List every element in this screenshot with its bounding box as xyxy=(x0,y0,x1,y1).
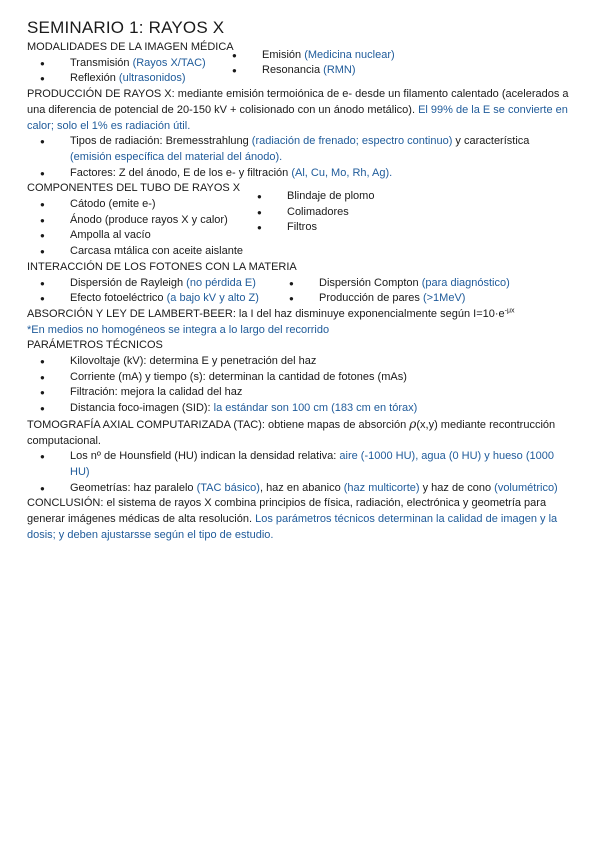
list-item: ● Filtración: mejora la calidad del haz xyxy=(27,385,572,401)
list-item: ● Kilovoltaje (kV): determina E y penetración del haz xyxy=(27,354,572,370)
list-item: ● Producción de pares (>1MeV) xyxy=(289,291,510,307)
list-item: ● Carcasa mtálica con aceite aislante xyxy=(27,244,257,260)
list-item: ● Transmisión (Rayos X/TAC) xyxy=(27,56,232,72)
absorcion-paragraph: ABSORCIÓN Y LEY DE LAMBERT-BEER: la I del haz disminuye exponencialmente según $I=10\cdot e^{-\mu x}$ xyxy=(27,307,515,320)
componentes-list-left xyxy=(27,197,257,260)
list-item: ● Distancia foco-imagen (SID): la estándar son 100 cm (183 cm en tórax) xyxy=(27,401,572,417)
produccion-paragraph: PRODUCCIÓN DE RAYOS X: mediante emisión termoiónica de e- desde un filamento calentado (acelerados a una diferencia de potencial de 20-150 kV + colisionado con un ánodo metálico). El 99% de la E se convierte en calor; solo el 1% es radiación útil. xyxy=(27,88,569,132)
interaccion-list-right xyxy=(289,276,510,307)
interaccion-list-left xyxy=(27,276,289,307)
list-item: ● Factores: Z del ánodo, E de los e- y filtración (Al, Cu, Mo, Rh, Ag). xyxy=(27,166,572,182)
list-item: ● Ánodo (produce rayos X y calor) xyxy=(27,213,257,229)
list-item: ● Dispersión de Rayleigh (no pérdida E) xyxy=(27,276,289,292)
list-item: ● Geometrías: haz paralelo (TAC básico), haz en abanico (haz multicorte) y haz de cono (volumétrico) xyxy=(27,481,572,497)
componentes-columns xyxy=(27,190,572,260)
rho-symbol: ρ xyxy=(409,416,417,431)
list-item: ● Corriente (mA) y tiempo (s): determinan la cantidad de fotones (mAs) xyxy=(27,370,572,386)
tac-list xyxy=(27,449,572,496)
interaccion-columns xyxy=(27,276,572,307)
list-item: ● Blindaje de plomo xyxy=(257,189,374,205)
document-page xyxy=(27,16,572,544)
modalidades-columns xyxy=(27,48,572,87)
list-item: ● Cátodo (emite e-) xyxy=(27,197,257,213)
modalidades-list-right xyxy=(232,48,395,87)
absorcion-note: *En medios no homogéneos se integra a lo largo del recorrido xyxy=(27,323,330,336)
tac-paragraph: TOMOGRAFÍA AXIAL COMPUTARIZADA (TAC): obtiene mapas de absorción ρ(x,y) mediante recontrucción computacional. xyxy=(27,416,556,447)
list-item: ● Efecto fotoeléctrico (a bajo kV y alto Z) xyxy=(27,291,289,307)
heading-componentes: COMPONENTES DEL TUBO DE RAYOS X xyxy=(27,182,241,195)
list-item: ● Reflexión (ultrasonidos) xyxy=(27,71,232,87)
page-title: SEMINARIO 1: RAYOS X xyxy=(27,18,225,37)
produccion-list xyxy=(27,134,572,181)
parametros-list xyxy=(27,354,572,417)
list-item: ● Resonancia (RMN) xyxy=(232,63,395,79)
list-item: ● Tipos de radiación: Bremesstrahlung (radiación de frenado; espectro continuo) y característica (emisión específica del material del ánodo). xyxy=(27,134,572,165)
heading-parametros: PARÁMETROS TÉCNICOS xyxy=(27,339,163,352)
heading-modalidades: MODALIDADES DE LA IMAGEN MÉDICA xyxy=(27,41,234,53)
list-item: ● Ampolla al vacío xyxy=(27,228,257,244)
conclusion-paragraph: CONCLUSIÓN: el sistema de rayos X combina principios de física, radiación, electrónica y geometría para generar imágenes médicas de alta resolución. Los parámetros técnicos determinan la calidad de imagen y la dosis; y deben ajustarsse según el tipo de estudio. xyxy=(27,497,558,541)
list-item: ● Colimadores xyxy=(257,205,374,221)
list-item: ● Dispersión Compton (para diagnóstico) xyxy=(289,276,510,292)
modalidades-list-left xyxy=(27,56,232,87)
heading-interaccion: INTERACCIÓN DE LOS FOTONES CON LA MATERIA xyxy=(27,260,297,273)
exponent: -μx xyxy=(504,307,515,315)
list-item: ● Los nº de Hounsfield (HU) indican la densidad relativa: aire (-1000 HU), agua (0 HU) y hueso (1000 HU) xyxy=(27,449,572,480)
list-item: ● Emisión (Medicina nuclear) xyxy=(232,48,395,64)
list-item: ● Filtros xyxy=(257,220,374,236)
componentes-list-right xyxy=(257,189,374,260)
